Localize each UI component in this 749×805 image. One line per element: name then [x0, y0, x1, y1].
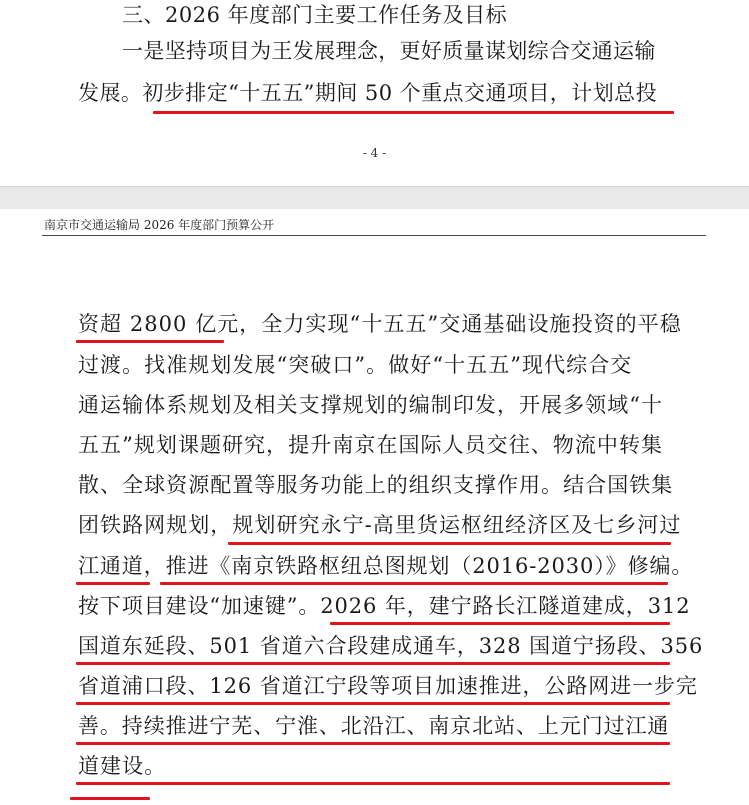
red-underline-annotation	[76, 662, 670, 665]
page-4-bottom-section	[0, 0, 749, 186]
paragraph-line: 五五”规划课题研究，提升南京在国际人员交往、物流中转集	[78, 433, 664, 457]
paragraph-line: 省道浦口段、126 省道江宁段等项目加速推进，公路网进一步完	[78, 674, 698, 698]
red-underline-annotation	[153, 111, 674, 114]
red-underline-annotation	[76, 702, 670, 705]
running-header: 南京市交通运输局 2026 年度部门预算公开	[44, 218, 275, 232]
paragraph-line: 过渡。找准规划发展“突破口”。做好“十五五”现代综合交	[78, 353, 633, 377]
red-underline-annotation	[160, 582, 668, 585]
red-underline-annotation	[76, 742, 670, 745]
paragraph-line: 国道东延段、501 省道六合段建成通车，328 国道宁扬段、356	[78, 634, 704, 658]
paragraph-line: 发展。初步排定“十五五”期间 50 个重点交通项目，计划总投	[78, 81, 658, 105]
red-underline-annotation	[76, 782, 670, 785]
page-separator	[0, 186, 749, 210]
paragraph-line: 善。持续推进宁芜、宁淮、北沿江、南京北站、上元门过江通	[78, 714, 670, 738]
paragraph-line: 团铁路网规划，规划研究永宁-高里货运枢纽经济区及七乡河过	[78, 513, 682, 537]
paragraph-line: 江通道，推进《南京铁路枢纽总图规划（2016-2030）》修编。	[78, 554, 694, 578]
paragraph-line: 通运输体系规划及相关支撑规划的编制印发，开展多领域“十	[78, 393, 664, 417]
page-number: - 4 -	[362, 146, 387, 160]
red-underline-annotation	[228, 542, 671, 545]
header-rule	[42, 235, 706, 236]
paragraph-line: 散、全球资源配置等服务功能上的组织支撑作用。结合国铁集	[78, 473, 674, 497]
paragraph-line: 一是坚持项目为王发展理念，更好质量谋划综合交通运输	[122, 39, 656, 63]
red-underline-annotation	[76, 340, 224, 343]
page-5-top-section	[0, 209, 749, 805]
red-underline-annotation	[70, 797, 150, 800]
section-heading: 三、2026 年度部门主要工作任务及目标	[122, 3, 508, 27]
red-underline-annotation	[76, 582, 150, 585]
red-underline-annotation	[330, 622, 670, 625]
paragraph-line: 按下项目建设“加速键”。2026 年，建宁路长江隧道建成，312	[78, 594, 691, 618]
paragraph-line: 道建设。	[78, 754, 167, 778]
paragraph-line: 资超 2800 亿元，全力实现“十五五”交通基础设施投资的平稳	[78, 312, 682, 336]
